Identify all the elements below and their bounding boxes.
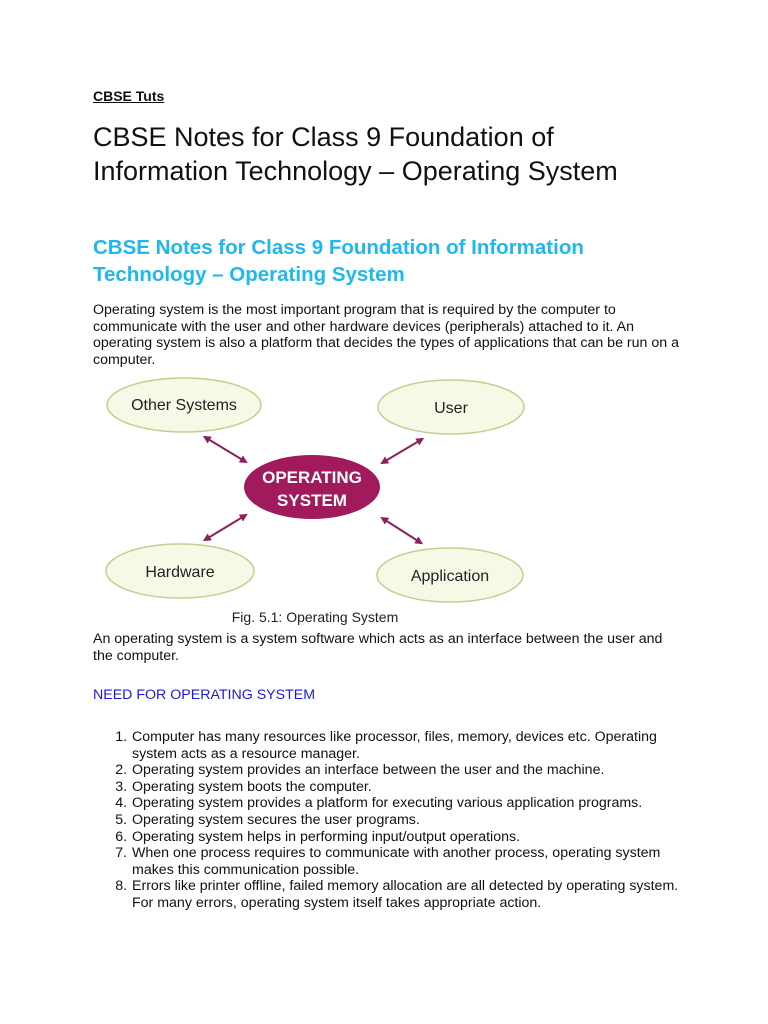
- center-label-line1: OPERATING: [262, 468, 362, 487]
- diagram-svg: [102, 376, 538, 628]
- arrow-hardware: [208, 515, 246, 538]
- list-item: 7. When one process requires to communicate with another process, operating system makes this communication possible.: [131, 845, 683, 878]
- arrow-other-systems: [208, 439, 246, 462]
- list-item: 4. Operating system provides a platform for executing various application programs.: [131, 795, 683, 812]
- page-title: CBSE Notes for Class 9 Foundation of Information Technology – Operating System: [93, 122, 618, 186]
- list-item: 5. Operating system secures the user programs.: [131, 812, 683, 829]
- operating-system-diagram: [102, 376, 538, 628]
- list-item: 6. Operating system helps in performing input/output operations.: [131, 829, 683, 846]
- center-label-line2: SYSTEM: [277, 491, 347, 510]
- node-label-application: Application: [410, 568, 490, 585]
- node-label-hardware: Hardware: [145, 564, 215, 581]
- figure-caption: Fig. 5.1: Operating System: [231, 609, 399, 625]
- need-list: [93, 729, 683, 912]
- node-label-other-systems: Other Systems: [131, 397, 237, 414]
- definition-paragraph: An operating system is a system software which acts as an interface between the user and the computer.: [93, 631, 663, 664]
- list-item: 1. Computer has many resources like processor, files, memory, devices etc. Operating system acts as a resource manager.: [131, 729, 683, 762]
- site-link[interactable]: CBSE Tuts: [93, 88, 165, 104]
- intro-paragraph: Operating system is the most important program that is required by the computer to communicate with the user and other hardware devices (peripherals) attached to it. An operating system is also a platform that decides the types of applications that can be run on a computer.: [93, 302, 679, 368]
- section-heading: NEED FOR OPERATING SYSTEM: [93, 687, 316, 703]
- list-item: 8. Errors like printer offline, failed memory allocation are all detected by operating system. For many errors, operating system itself takes appropriate action.: [131, 878, 683, 911]
- node-label-user: User: [434, 400, 468, 417]
- arrow-user: [382, 441, 419, 463]
- list-item: 2. Operating system provides an interface between the user and the machine.: [131, 762, 683, 779]
- arrow-application: [382, 518, 418, 541]
- list-item: 3. Operating system boots the computer.: [131, 779, 683, 796]
- article-subtitle: CBSE Notes for Class 9 Foundation of Information Technology – Operating System: [93, 236, 584, 286]
